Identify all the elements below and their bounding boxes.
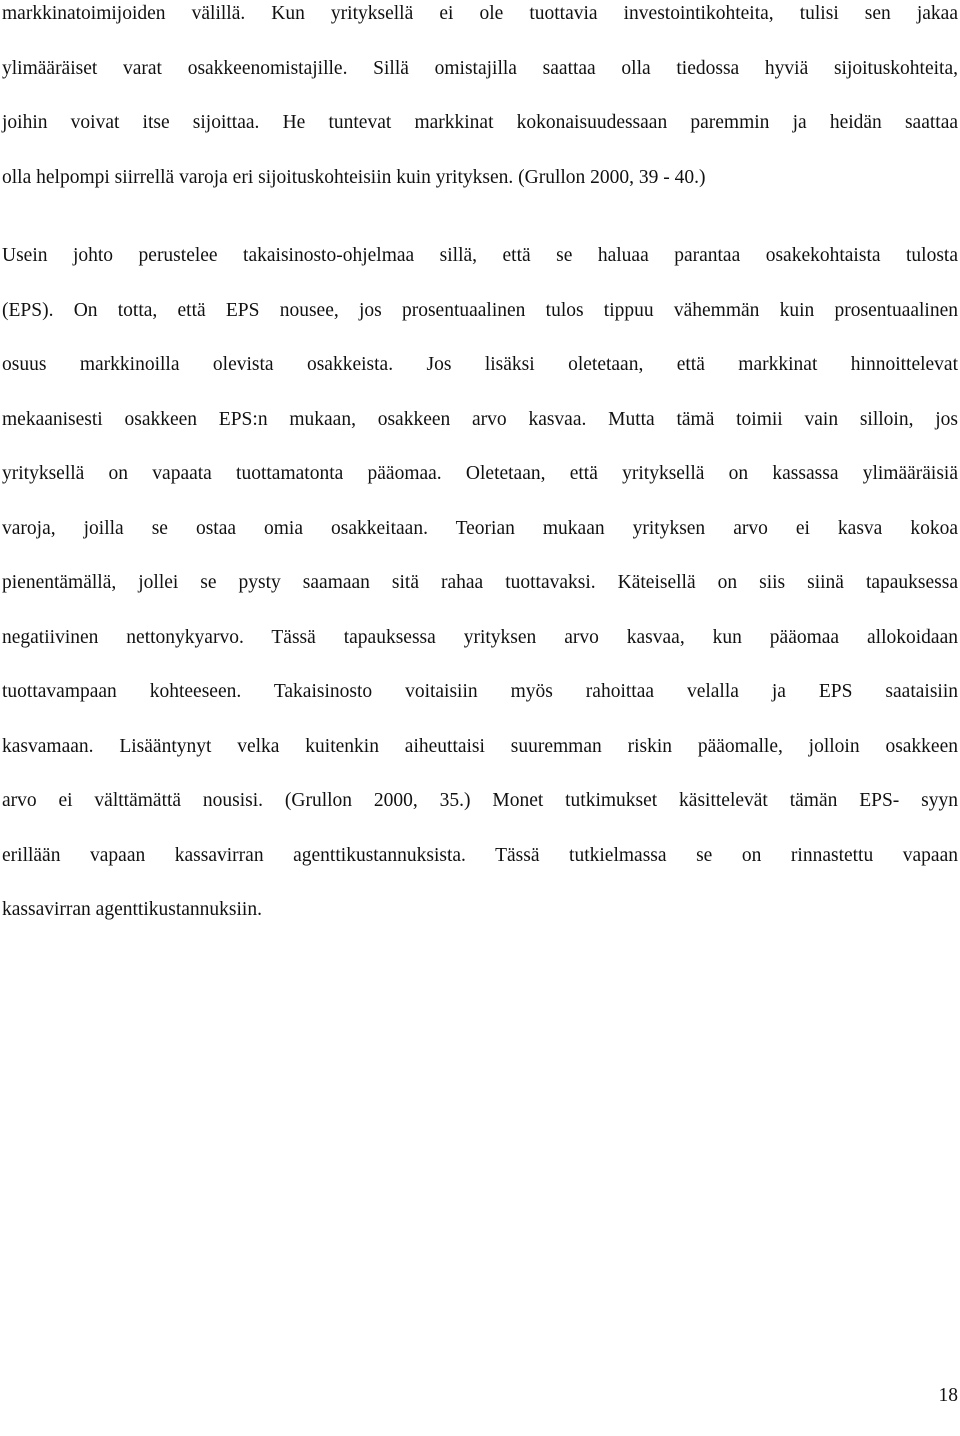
paragraph-2-line-5: yrityksellä on vapaata tuottamatonta pääomaa. Oletetaan, että yrityksellä on kassassa ylimääräisiä [2,463,958,484]
paragraph-1-line-2: ylimääräiset varat osakkeenomistajille. Sillä omistajilla saattaa olla tiedossa hyviä sijoituskohteita, [2,57,958,79]
paragraph-2-line-10: kasvamaan. Lisääntynyt velka kuitenkin aiheuttaisi suuremman riskin pääomalle, jolloin osakkeen [2,735,958,757]
paragraph-2-line-8: negatiivinen nettonykyarvo. Tässä tapauksessa yrityksen arvo kasvaa, kun pääomaa allokoidaan [2,626,958,648]
paragraph-2-line-11: arvo ei välttämättä nousisi. (Grullon 2000, 35.) Monet tutkimukset käsittelevät tämän EPS- syyn [2,790,958,811]
paragraph-2 [2,229,958,938]
page-number: 18 [938,1385,958,1406]
paragraph-1-line-1: markkinatoimijoiden välillä. Kun yrityksellä ei ole tuottavia investointikohteita, tulisi sen jakaa [2,3,958,24]
paragraph-2-line-4: mekaanisesti osakkeen EPS:n mukaan, osakkeen arvo kasvaa. Mutta tämä toimii vain silloin, jos [2,408,958,430]
paragraph-2-line-3: osuus markkinoilla olevista osakkeista. Jos lisäksi oletetaan, että markkinat hinnoittelevat [2,354,958,375]
paragraph-2-line-1: Usein johto perustelee takaisinosto-ohjelmaa sillä, että se haluaa parantaa osakekohtaista tulosta [2,245,958,266]
paragraph-1 [2,0,958,205]
paragraph-2-line-9: tuottavampaan kohteeseen. Takaisinosto voitaisiin myös rahoittaa velalla ja EPS saataisiin [2,681,958,702]
paragraph-2-line-6: varoja, joilla se ostaa omia osakkeitaan. Teorian mukaan yrityksen arvo ei kasva kokoa [2,517,958,539]
paragraph-1-line-3: joihin voivat itse sijoittaa. He tuntevat markkinat kokonaisuudessaan paremmin ja heidän saattaa [2,112,958,133]
paragraph-2-line-2: (EPS). On totta, että EPS nousee, jos prosentuaalinen tulos tippuu vähemmän kuin prosentuaalinen [2,299,958,321]
paragraph-2-line-12: erillään vapaan kassavirran agenttikustannuksista. Tässä tutkielmassa se on rinnastettu vapaan [2,844,958,866]
paragraph-1-line-4: olla helpompi siirrellä varoja eri sijoituskohteisiin kuin yrityksen. (Grullon 2000, 39 - 40.) [2,166,706,188]
paragraph-2-line-7: pienentämällä, jollei se pysty saamaan sitä rahaa tuottavaksi. Käteisellä on siis siinä tapauksessa [2,572,958,593]
paragraph-2-line-13: kassavirran agenttikustannuksiin. [2,899,262,920]
